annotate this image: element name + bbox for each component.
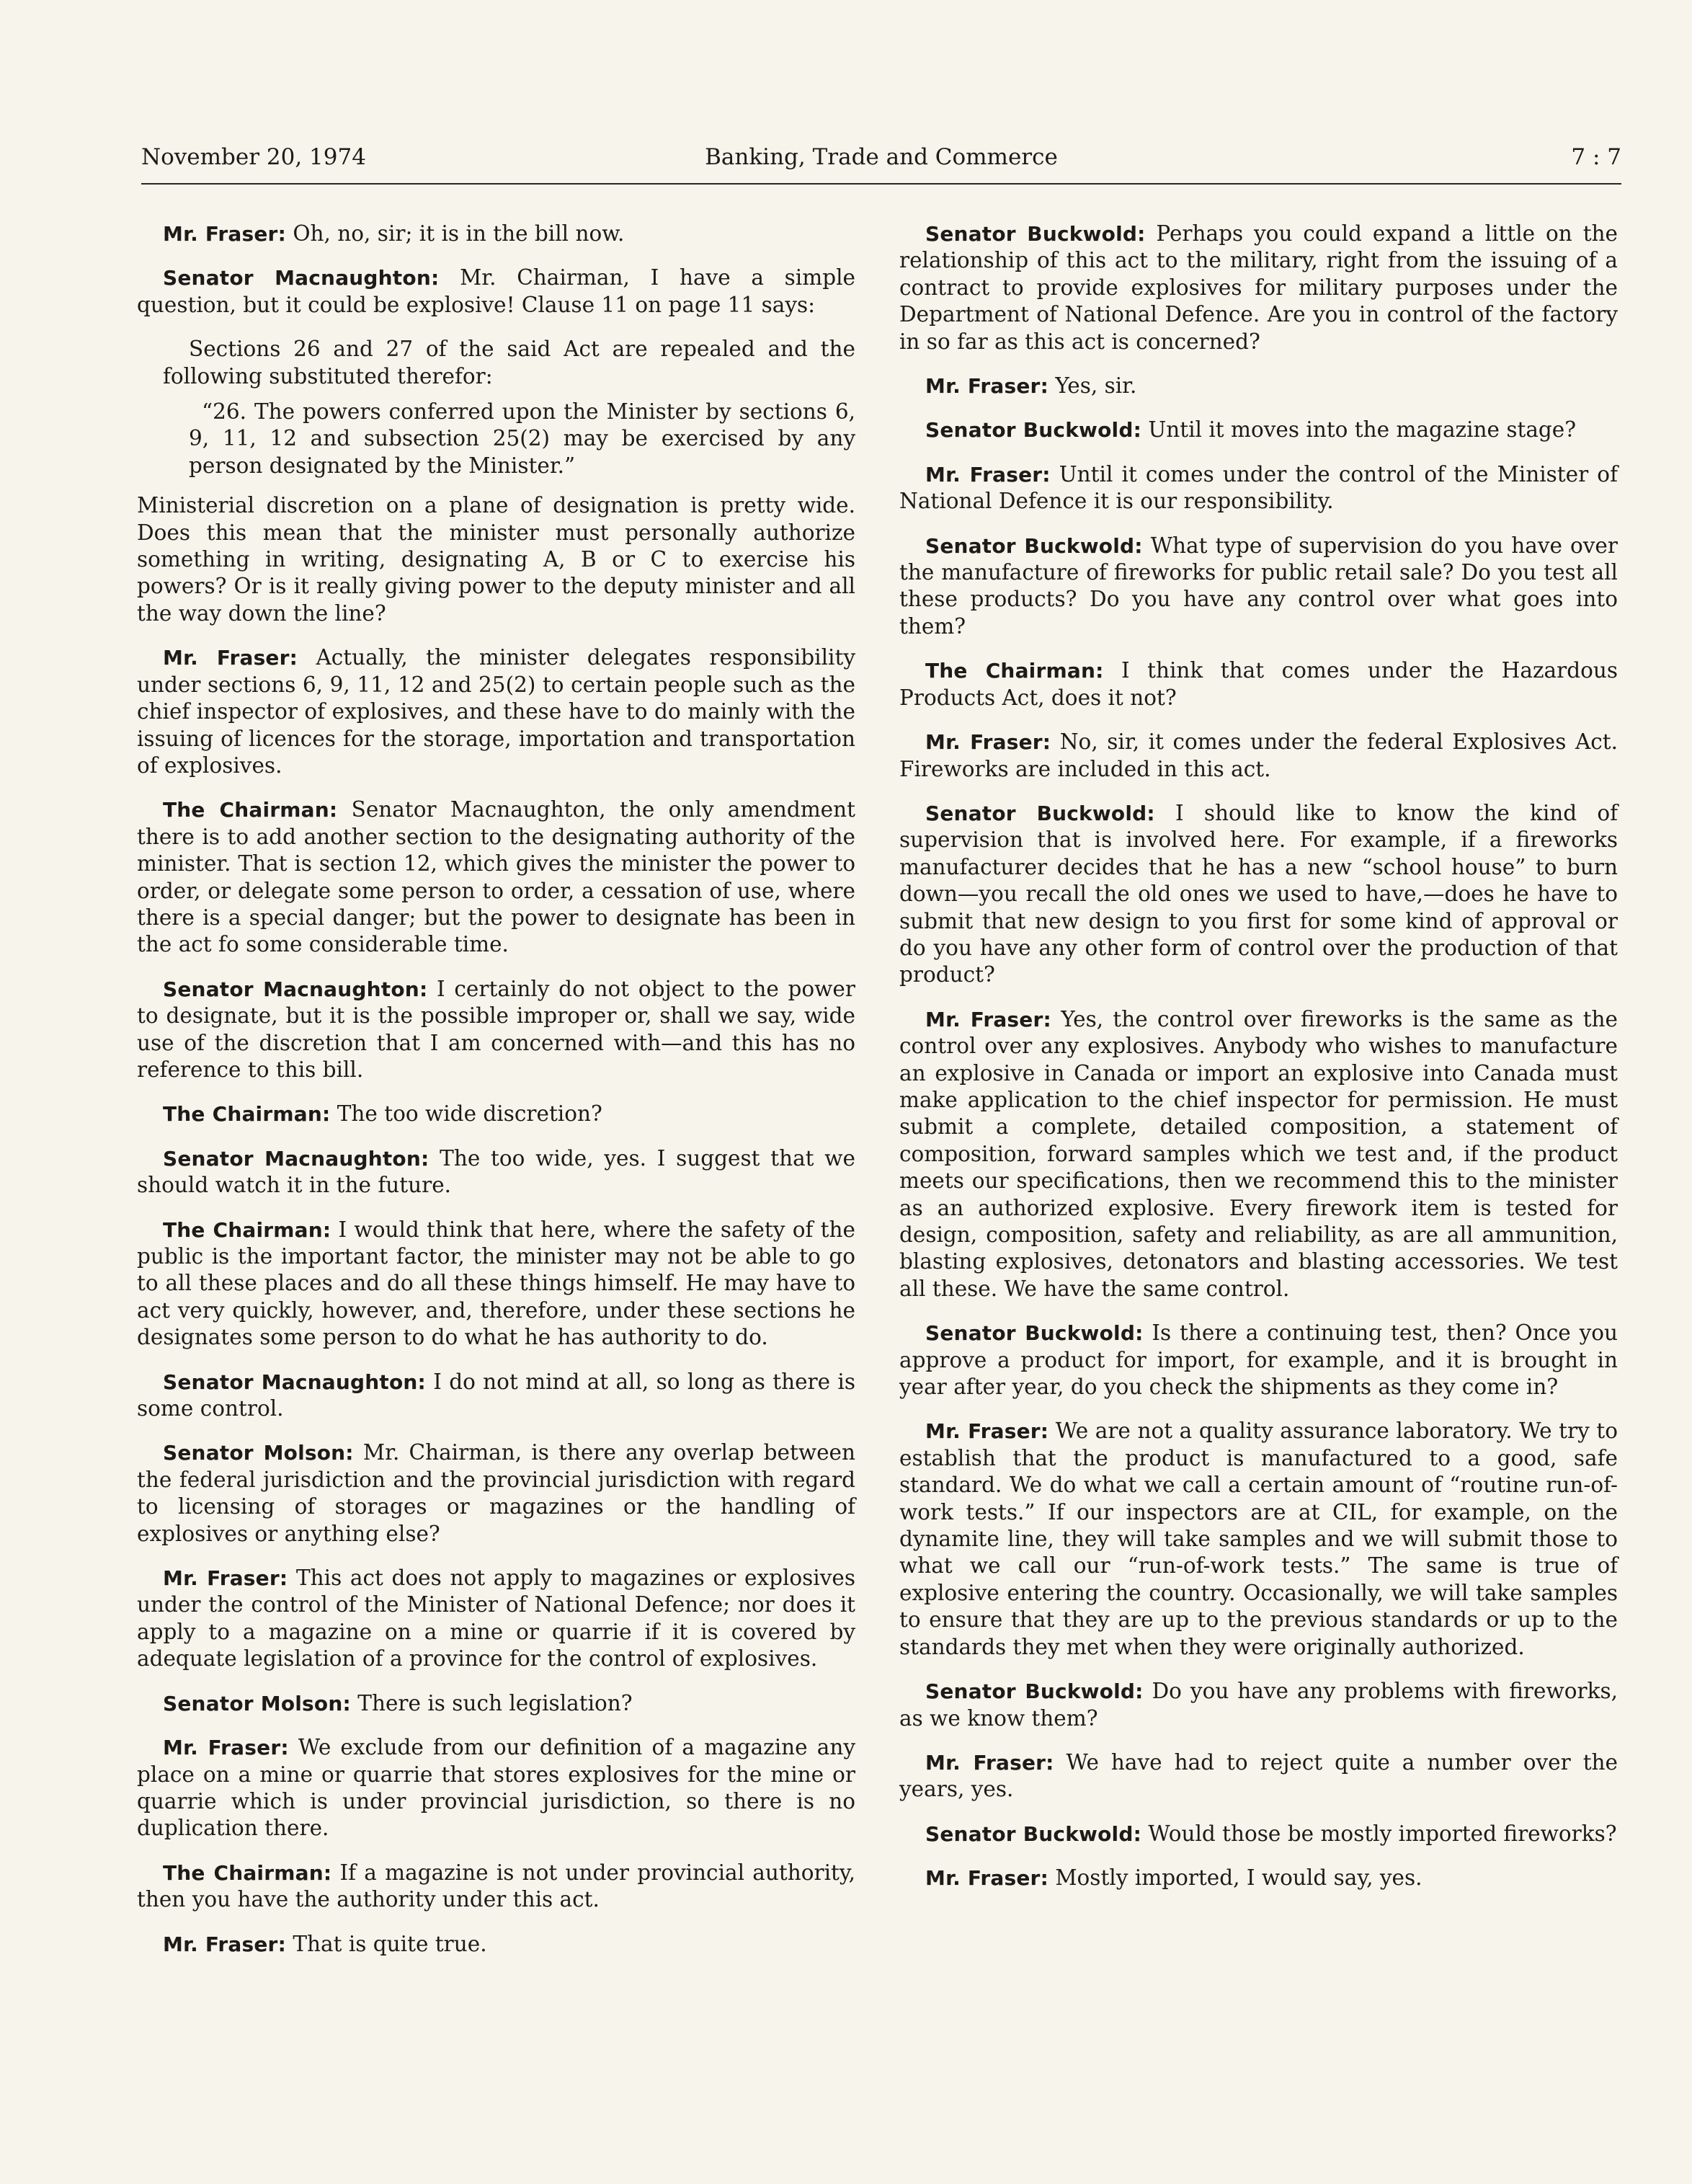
speaker-name: Mr. Fraser:	[163, 1932, 286, 1956]
speaker-name: Mr. Fraser:	[163, 1566, 288, 1591]
speech-text: Perhaps you could expand a little on the relationship of this act to the military, right from the issuing of a contract to provide explosives for military purposes under the Department of National Defence. Are you in control of the factory in so far as this act is concerned?	[899, 221, 1618, 354]
speaker-name: Senator Molson:	[163, 1441, 354, 1465]
speaker-name: Senator Buckwold:	[925, 222, 1146, 246]
speaker-name: The Chairman:	[163, 1217, 331, 1242]
speaker-name: Mr. Fraser:	[163, 646, 298, 670]
transcript-paragraph	[137, 1734, 855, 1842]
speech-text: The too wide, yes. I suggest that we should watch it in the future.	[137, 1145, 855, 1198]
transcript-paragraph	[899, 1678, 1618, 1732]
speech-text: Senator Macnaughton, the only amendment there is to add another section to the designating authority of the minister. That is section 12, which gives the minister the power to order, or delegate some person to order, a cessation of use, where there is a special danger; but the power to designate has been in the act fo some considerable time.	[137, 797, 855, 957]
speech-text: Yes, sir.	[1048, 373, 1137, 399]
transcript-paragraph	[137, 1690, 855, 1717]
header-rule	[141, 183, 1621, 185]
speech-text: I certainly do not object to the power to designate, but it is the possible improper or, shall we say, wide use of the discretion that I am concerned with—and this has no reference to this bill.	[137, 976, 855, 1082]
block-quote-inner: “26. The powers conferred upon the Minister by sections 6, 9, 11, 12 and subsection 25(2) may be exercised by any person designated by the Minister.”	[189, 399, 855, 478]
speech-text: We exclude from our definition of a magazine any place on a mine or quarrie that stores explosives for the mine or quarrie which is under provincial jurisdiction, so there is no duplication there.	[137, 1735, 856, 1841]
transcript-paragraph	[899, 221, 1618, 355]
transcript-paragraph	[899, 417, 1618, 443]
speaker-name: Senator Macnaughton:	[163, 1370, 426, 1394]
transcript-paragraph	[137, 1565, 855, 1673]
speech-text: Until it comes under the control of the Minister of National Defence it is our responsibility.	[899, 461, 1618, 514]
transcript-paragraph	[899, 657, 1618, 711]
transcript-paragraph	[137, 1439, 855, 1548]
block-quote: Sections 26 and 27 of the said Act are repealed and the following substituted therefor:	[163, 337, 855, 389]
speaker-name: Mr. Fraser:	[925, 730, 1051, 755]
left-column	[137, 221, 855, 1975]
transcript-paragraph	[899, 461, 1618, 515]
right-column	[899, 221, 1618, 1909]
transcript-paragraph	[137, 1931, 855, 1958]
speaker-name: Senator Macnaughton:	[163, 266, 440, 290]
speaker-name: The Chairman:	[163, 1860, 332, 1885]
transcript-paragraph	[137, 1369, 855, 1423]
speech-text: Mostly imported, I would say, yes.	[1048, 1865, 1422, 1891]
speech-text: Would those be mostly imported fireworks?	[1141, 1821, 1617, 1846]
speaker-name: Senator Buckwold:	[925, 1679, 1144, 1704]
header-title: Banking, Trade and Commerce	[705, 144, 1058, 170]
speech-text: I do not mind at all, so long as there is some control.	[137, 1369, 856, 1421]
speaker-name: Senator Molson:	[163, 1691, 351, 1715]
header-page-number: 7 : 7	[1571, 144, 1621, 170]
transcript-paragraph	[899, 1418, 1618, 1661]
speaker-name: Mr. Fraser:	[925, 1007, 1051, 1031]
speech-text: I think that comes under the Hazardous Products Act, does it not?	[899, 658, 1618, 710]
continuation-paragraph: Ministerial discretion on a plane of designation is pretty wide. Does this mean that the minister must personally authorize something in writing, designating A, B or C to exercise his powers? Or is it really giving power to the deputy minister and all the way down the line?	[137, 493, 855, 626]
transcript-paragraph	[899, 1320, 1618, 1400]
transcript-paragraph	[137, 796, 855, 958]
speaker-name: Senator Buckwold:	[925, 801, 1155, 825]
speech-text: Actually, the minister delegates responsibility under sections 6, 9, 11, 12 and 25(2) to certain people such as the chief inspector of explosives, and these have to do mainly with the issuing of licences for the storage, importation and transportation of explosives.	[137, 645, 855, 778]
speech-text: No, sir, it comes under the federal Explosives Act. Fireworks are included in this act.	[899, 729, 1618, 781]
speech-text: Mr. Chairman, I have a simple question, but it could be explosive! Clause 11 on page 11 says:	[137, 265, 855, 317]
transcript-paragraph	[137, 644, 855, 779]
transcript-paragraph	[899, 533, 1618, 641]
speaker-name: Mr. Fraser:	[925, 1750, 1054, 1775]
speaker-name: The Chairman:	[163, 1102, 331, 1127]
running-header	[141, 144, 1621, 177]
speech-text: If a magazine is not under provincial authority, then you have the authority under this act.	[137, 1860, 855, 1912]
speaker-name: Mr. Fraser:	[925, 462, 1051, 487]
speaker-name: Mr. Fraser:	[925, 1419, 1049, 1444]
speech-text: We are not a quality assurance laboratory. We try to establish that the product is manufactured to a good, safe standard. We do what we call a certain amount of “routine run-of-work tests.” If our inspectors are at CIL, for example, on the dynamite line, they will take samples and we will submit those to what we call our “run-of-work tests.” The same is true of explosive entering the country. Occasionally, we will take samples to ensure that they are up to the previous standards or up to the standards they met when they were originally authorized.	[899, 1419, 1618, 1659]
speaker-name: Mr. Fraser:	[163, 222, 286, 246]
speech-text: Mr. Chairman, is there any overlap between the federal jurisdiction and the provincial jurisdiction with regard to licensing of storages or magazines or the handling of explosives or anything else?	[137, 1440, 855, 1546]
speech-text: The too wide discretion?	[330, 1101, 602, 1127]
transcript-paragraph	[137, 265, 855, 319]
speech-text: There is such legislation?	[350, 1690, 633, 1715]
transcript-paragraph	[137, 976, 855, 1084]
transcript-paragraph	[137, 1145, 855, 1199]
speech-text: What type of supervision do you have over the manufacture of fireworks for public retail sale? Do you test all these products? Do you have any control over what goes into them?	[899, 533, 1618, 639]
speech-text: We have had to reject quite a number over the years, yes.	[899, 1749, 1618, 1802]
speaker-name: Senator Macnaughton:	[163, 977, 428, 1001]
transcript-paragraph	[137, 221, 855, 247]
speaker-name: Senator Buckwold:	[925, 533, 1143, 558]
transcript-paragraph	[137, 1101, 855, 1127]
transcript-paragraph	[137, 1860, 855, 1914]
speech-text: Do you have any problems with fireworks, as we know them?	[899, 1679, 1618, 1731]
transcript-paragraph	[899, 1865, 1618, 1891]
speech-text: That is quite true.	[285, 1931, 487, 1956]
transcript-paragraph	[899, 1821, 1618, 1847]
transcript-paragraph	[899, 1006, 1618, 1302]
speech-text: Until it moves into the magazine stage?	[1141, 417, 1577, 443]
speaker-name: Senator Macnaughton:	[163, 1146, 429, 1171]
speaker-name: Mr. Fraser:	[925, 1866, 1048, 1891]
speaker-name: The Chairman:	[925, 659, 1104, 683]
speaker-name: Mr. Fraser:	[925, 374, 1048, 399]
transcript-paragraph	[899, 373, 1618, 399]
transcript-paragraph	[899, 1749, 1618, 1803]
speaker-name: Mr. Fraser:	[163, 1736, 289, 1760]
transcript-paragraph	[137, 1217, 855, 1351]
speech-text: Oh, no, sir; it is in the bill now.	[285, 221, 625, 246]
transcript-paragraph	[899, 729, 1618, 783]
speech-text: I should like to know the kind of supervision that is involved here. For example, if a fireworks manufacturer decides that he has a new “school house” to burn down—you recall the old ones we used to have,—does he have to submit that new design to you first for some kind of approval or do you have any other form of control over the production of that product?	[899, 800, 1618, 987]
speech-text: Is there a continuing test, then? Once you approve a product for import, for example, and it is brought in year after year, do you check the shipments as they come in?	[899, 1320, 1618, 1400]
speech-text: This act does not apply to magazines or explosives under the control of the Minister of National Defence; nor does it apply to a magazine on a mine or quarrie if it is covered by adequate legislation of a province for the control of explosives.	[137, 1566, 856, 1672]
speaker-name: Senator Buckwold:	[925, 1821, 1141, 1846]
speech-text: I would think that here, where the safety of the public is the important factor, the minister may not be able to go to all these places and do all these things himself. He may have to act very quickly, however, and, therefore, under these sections he designates some person to do what he has authority to do.	[137, 1217, 855, 1350]
speech-text: Yes, the control over fireworks is the same as the control over any explosives. Anybody who wishes to manufacture an explosive in Canada or import an explosive into Canada must make application to the chief inspector for permission. He must submit a complete, detailed composition, a statement of composition, forward samples which we test and, if the product meets our specifications, then we recommend this to the minister as an authorized explosive. Every firework item is tested for design, composition, safety and reliability, as are all ammunition, blasting explosives, detonators and blasting accessories. We test all these. We have the same control.	[899, 1006, 1618, 1301]
speaker-name: Senator Buckwold:	[925, 1321, 1144, 1346]
speaker-name: Senator Buckwold:	[925, 418, 1141, 443]
transcript-paragraph	[899, 800, 1618, 989]
speaker-name: The Chairman:	[163, 798, 338, 822]
header-date: November 20, 1974	[141, 144, 366, 170]
